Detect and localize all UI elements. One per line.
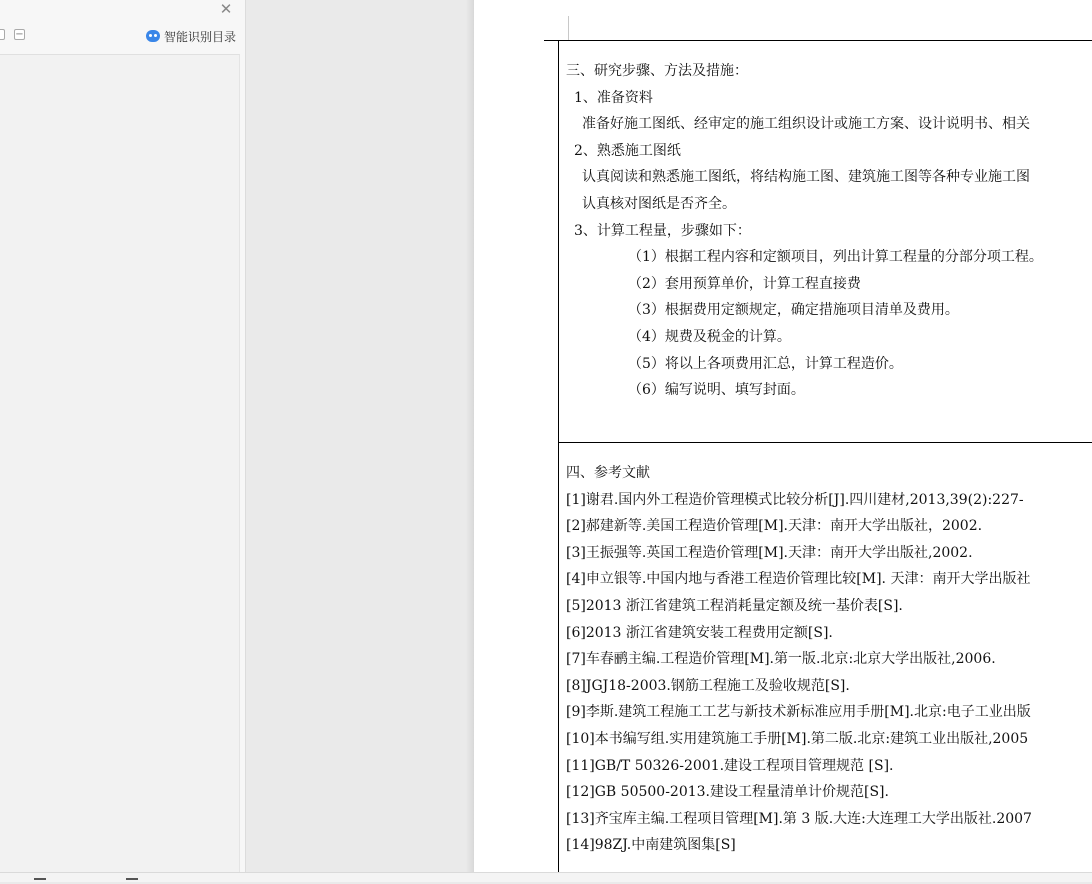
outline-view-icon[interactable] (126, 878, 138, 884)
paragraph-line: 2、熟悉施工图纸 (574, 142, 681, 159)
reference-item: [1]谢君.国内外工程造价管理模式比较分析[J].四川建材,2013,39(2):227- (566, 491, 1024, 508)
reference-item: [2]郝建新等.美国工程造价管理[M].天津：南开大学出版社，2002. (566, 518, 983, 535)
ai-assistant-icon (146, 30, 160, 42)
paragraph-line: 准备好施工图纸、经审定的施工组织设计或施工方案、设计说明书、相关 (582, 116, 1030, 133)
reference-item: [3]王振强等.英国工程造价管理[M].天津：南开大学出版社,2002. (566, 544, 973, 561)
reference-item: [9]李斯.建筑工程施工工艺与新技术新标准应用手册[M].北京:电子工业出版 (566, 704, 1031, 721)
paragraph-line: （2）套用预算单价，计算工程直接费 (628, 275, 861, 292)
close-icon[interactable]: ✕ (219, 0, 233, 18)
section-references (566, 460, 1032, 859)
document-page (474, 0, 1092, 872)
status-bar (0, 872, 1092, 882)
collapse-all-icon[interactable]: − (15, 29, 24, 40)
paragraph-line: （5）将以上各项费用汇总，计算工程造价。 (628, 355, 903, 372)
toc-list[interactable] (0, 54, 240, 872)
table-border-top (544, 40, 1092, 41)
page-view-icon[interactable] (34, 878, 46, 884)
reference-item: [12]GB 50500-2013.建设工程量清单计价规范[S]. (566, 784, 889, 801)
paragraph-line: （4）规费及税金的计算。 (628, 328, 791, 345)
paragraph-line: （6）编写说明、填写封面。 (628, 382, 805, 399)
reference-item: [11]GB/T 50326-2001.建设工程项目管理规范 [S]. (566, 757, 894, 774)
reference-item: [13]齐宝库主编.工程项目管理[M].第 3 版.大连:大连理工大学出版社.2007 (566, 810, 1032, 827)
reference-item: [5]2013 浙江省建筑工程消耗量定额及统一基价表[S]. (566, 597, 903, 614)
section-heading: 三、研究步骤、方法及措施： (566, 63, 748, 79)
page-shadow (466, 0, 474, 872)
paragraph-line: （1）根据工程内容和定额项目，列出计算工程量的分部分项工程。 (628, 249, 1043, 266)
reference-item: [10]本书编写组.实用建筑施工手册[M].第二版.北京:建筑工业出版社,2005 (566, 730, 1029, 747)
crop-mark (568, 16, 569, 40)
reference-item: [4]申立银等.中国内地与香港工程造价管理比较[M]. 天津：南开大学出版社 (566, 571, 1031, 588)
smart-toc-label: 智能识别目录 (163, 29, 236, 44)
reference-item: [7]车春鹂主编.工程造价管理[M].第一版.北京:北京大学出版社,2006. (566, 651, 996, 668)
section-research-steps (566, 58, 1043, 404)
paragraph-line: 3、计算工程量，步骤如下： (574, 222, 751, 239)
paragraph-line: 1、准备资料 (574, 89, 653, 106)
expand-all-icon[interactable] (0, 29, 5, 40)
smart-toc-button[interactable] (146, 26, 236, 46)
table-row-divider (558, 442, 1092, 443)
reference-item: [8]JGJ18-2003.钢筋工程施工及验收规范[S]. (566, 677, 850, 694)
paragraph-line: 认真阅读和熟悉施工图纸，将结构施工图、建筑施工图等各种专业施工图 (582, 169, 1030, 186)
paragraph-line: （3）根据费用定额规定，确定措施项目清单及费用。 (628, 302, 959, 319)
table-border-left (558, 40, 559, 872)
reference-item: [14]98ZJ.中南建筑图集[S] (566, 837, 736, 854)
paragraph-line: 认真核对图纸是否齐全。 (582, 195, 736, 212)
section-heading: 四、参考文献 (566, 465, 650, 481)
nav-toolbar (0, 24, 240, 50)
navigation-pane (0, 0, 246, 882)
reference-item: [6]2013 浙江省建筑安装工程费用定额[S]. (566, 624, 833, 641)
